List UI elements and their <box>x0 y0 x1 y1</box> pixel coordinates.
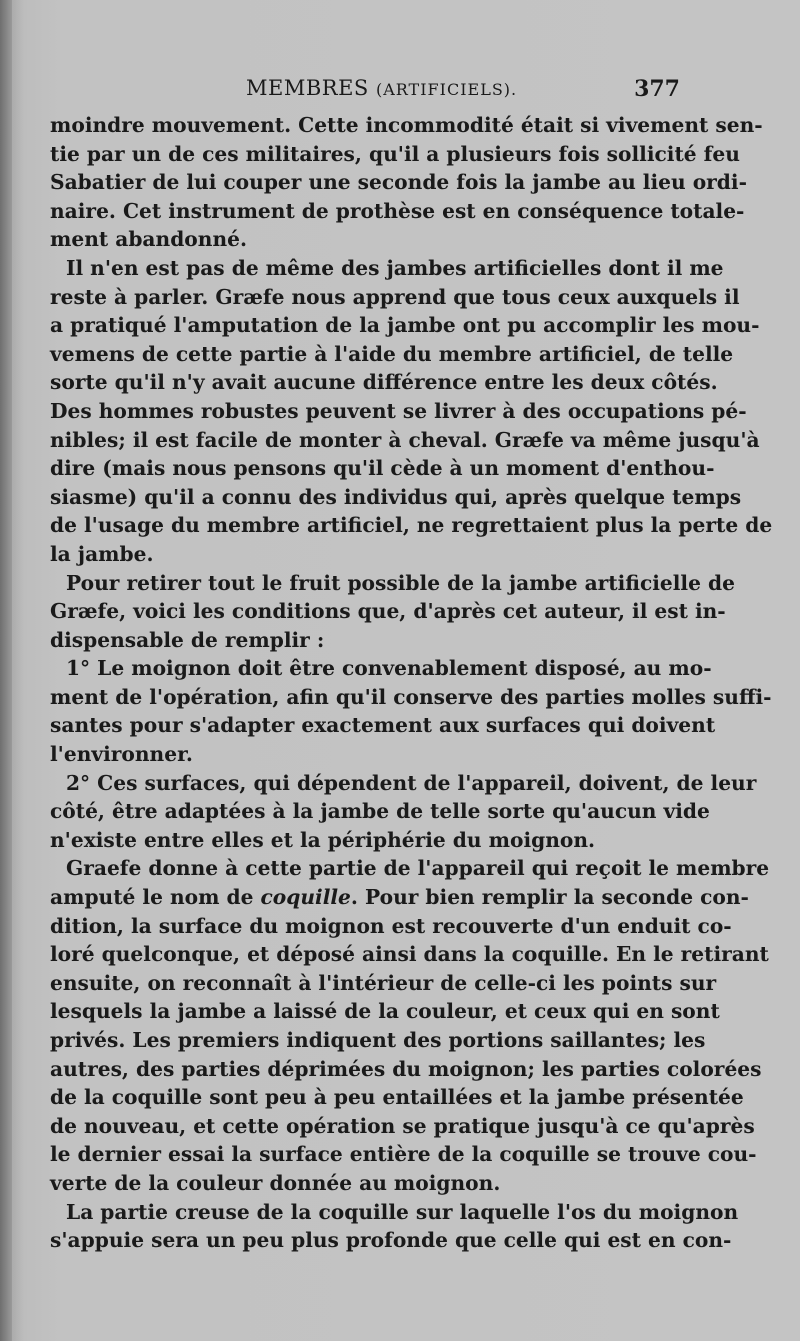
text-line: autres, des parties déprimées du moignon; les parties colorées <box>50 1056 762 1081</box>
text-line: Des hommes robustes peuvent se livrer à des occupations pé- <box>50 398 747 423</box>
text-line: La partie creuse de la coquille sur laquelle l'os du moignon <box>66 1199 739 1224</box>
text-line: Graefe donne à cette partie de l'appareil qui reçoit le membre <box>66 856 770 881</box>
page-spine-shadow <box>0 0 12 1341</box>
text-line: lesquels la jambe a laissé de la couleur, et ceux qui en sont <box>50 999 720 1024</box>
text-line: naire. Cet instrument de prothèse est en conséquence totale- <box>50 198 745 223</box>
text-line: a pratiqué l'amputation de la jambe ont pu accomplir les mou- <box>50 313 760 338</box>
text-line: n'existe entre elles et la périphérie du moignon. <box>50 827 596 852</box>
italic-term: coquille <box>260 885 351 910</box>
running-title-main: MEMBRES <box>246 76 369 100</box>
text-line: privés. Les premiers indiquent des portions saillantes; les <box>50 1028 706 1052</box>
text-line: verte de la couleur donnée au moignon. <box>50 1170 501 1195</box>
running-header <box>50 76 680 106</box>
text-line: ensuite, on reconnaît à l'intérieur de celle-ci les points sur <box>50 970 717 995</box>
running-title <box>246 76 517 100</box>
text-line: santes pour s'adapter exactement aux surfaces qui doivent <box>50 713 716 738</box>
running-title-subtitle: (ARTIFICIELS). <box>375 80 518 99</box>
text-line: l'environner. <box>50 742 193 767</box>
page-number: 377 <box>634 76 680 102</box>
text-segment: . Pour bien remplir la seconde con- <box>350 885 749 910</box>
text-line: ment abandonné. <box>50 227 247 252</box>
text-line: côté, être adaptées à la jambe de telle sorte qu'aucun vide <box>50 799 710 824</box>
text-line: le dernier essai la surface entière de la coquille se trouve cou- <box>50 1142 757 1167</box>
text-line: siasme) qu'il a connu des individus qui, après quelque temps <box>50 484 742 509</box>
text-line: nibles; il est facile de monter à cheval. Græfe va même jusqu'à <box>50 427 760 452</box>
text-line: 1° Le moignon doit être convenablement disposé, au mo- <box>66 656 712 681</box>
text-line: vemens de cette partie à l'aide du membre artificiel, de telle <box>50 341 734 366</box>
text-line: de la coquille sont peu à peu entaillées et la jambe présentée <box>50 1085 744 1110</box>
text-line: Pour retirer tout le fruit possible de la jambe artificielle de <box>66 570 735 595</box>
text-segment: amputé le nom de <box>50 885 261 910</box>
text-line: la jambe. <box>50 541 154 566</box>
text-line: reste à parler. Græfe nous apprend que tous ceux auxquels il <box>50 284 740 309</box>
text-line: dire (mais nous pensons qu'il cède à un moment d'enthou- <box>50 456 715 481</box>
text-line: Græfe, voici les conditions que, d'après cet auteur, il est in- <box>50 599 726 624</box>
text-line: dispensable de remplir : <box>50 627 325 652</box>
text-line: Il n'en est pas de même des jambes artificielles dont il me <box>66 255 724 280</box>
text-line <box>50 883 749 912</box>
text-line: s'appuie sera un peu plus profonde que celle qui est en con- <box>50 1228 732 1253</box>
text-line: ment de l'opération, afin qu'il conserve des parties molles suffi- <box>50 684 772 709</box>
text-line: de nouveau, et cette opération se pratique jusqu'à ce qu'après <box>50 1113 755 1138</box>
body-text <box>50 111 773 1255</box>
text-line: sorte qu'il n'y avait aucune différence entre les deux côtés. <box>50 370 718 395</box>
text-line: tie par un de ces militaires, qu'il a plusieurs fois sollicité feu <box>50 141 740 166</box>
text-line: moindre mouvement. Cette incommodité était si vivement sen- <box>50 113 763 137</box>
text-line: de l'usage du membre artificiel, ne regrettaient plus la perte de <box>50 513 773 538</box>
text-line: 2° Ces surfaces, qui dépendent de l'appareil, doivent, de leur <box>66 770 757 795</box>
text-line: dition, la surface du moignon est recouverte d'un enduit co- <box>50 913 732 938</box>
text-line: loré quelconque, et déposé ainsi dans la coquille. En le retirant <box>50 942 769 967</box>
text-line: Sabatier de lui couper une seconde fois la jambe au lieu ordi- <box>50 170 747 195</box>
